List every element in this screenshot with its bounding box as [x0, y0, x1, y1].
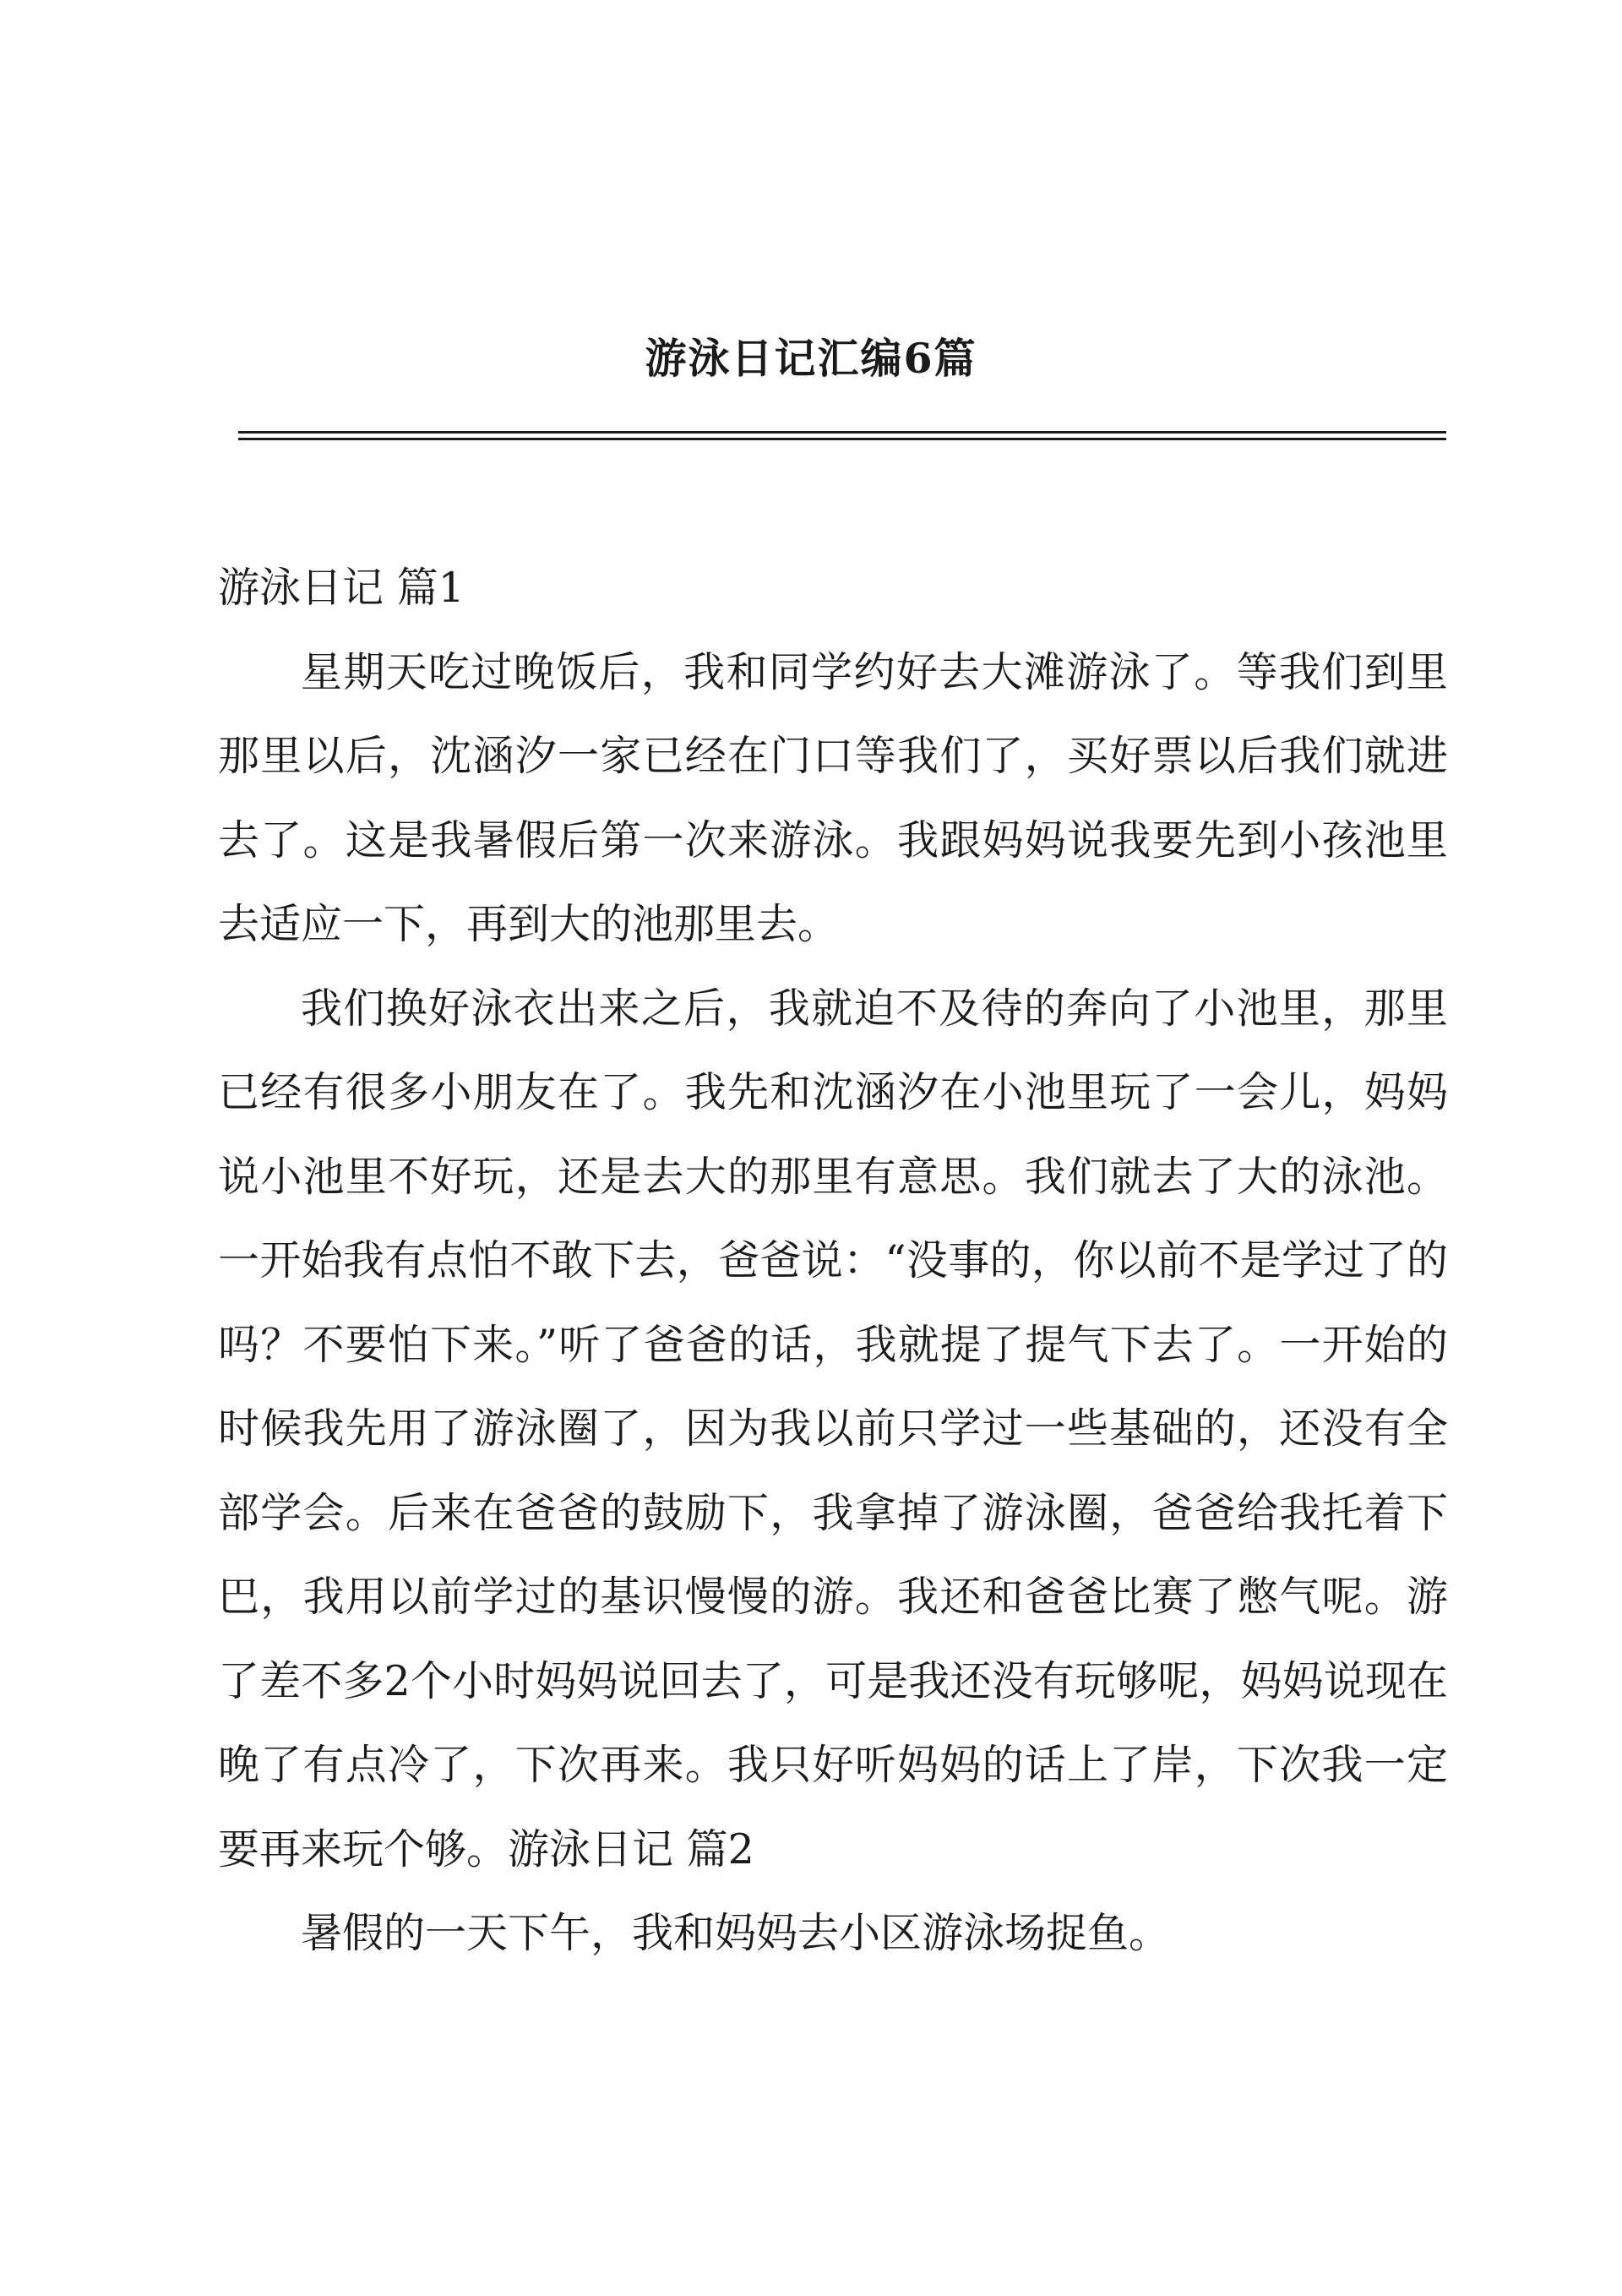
title-divider-bottom — [238, 438, 1446, 440]
paragraph-2: 我们换好泳衣出来之后，我就迫不及待的奔向了小池里，那里已经有很多小朋友在了。我先和沈涵汐在小池里玩了一会儿，妈妈说小池里不好玩，还是去大的那里有意思。我们就去了大的泳池。一开始我有点怕不敢下去，爸爸说：“没事的，你以前不是学过了的吗？不要怕下来。”听了爸爸的话，我就提了提气下去了。一开始的时候我先用了游泳圈了，因为我以前只学过一些基础的，还没有全部学会。后来在爸爸的鼓励下，我拿掉了游泳圈，爸爸给我托着下巴，我用以前学过的基识慢慢的游。我还和爸爸比赛了憋气呢。游了差不多2个小时妈妈说回去了，可是我还没有玩够呢，妈妈说现在晚了有点冷了，下次再来。我只好听妈妈的话上了岸，下次我一定要再来玩个够。游泳日记 篇2 — [218, 984, 1448, 1873]
document-body — [218, 546, 1448, 1976]
document-title: 游泳日记汇编6篇 — [645, 334, 977, 383]
paragraph-3: 暑假的一天下午，我和妈妈去小区游泳场捉鱼。 — [301, 1909, 1171, 1957]
section-heading: 游泳日记 篇1 — [218, 564, 465, 612]
title-divider-top — [238, 431, 1446, 434]
paragraph-1: 星期天吃过晚饭后，我和同学约好去大滩游泳了。等我们到里那里以后，沈涵汐一家已经在门口等我们了，买好票以后我们就进去了。这是我暑假后第一次来游泳。我跟妈妈说我要先到小孩池里去适应一下，再到大的池那里去。 — [218, 647, 1448, 948]
